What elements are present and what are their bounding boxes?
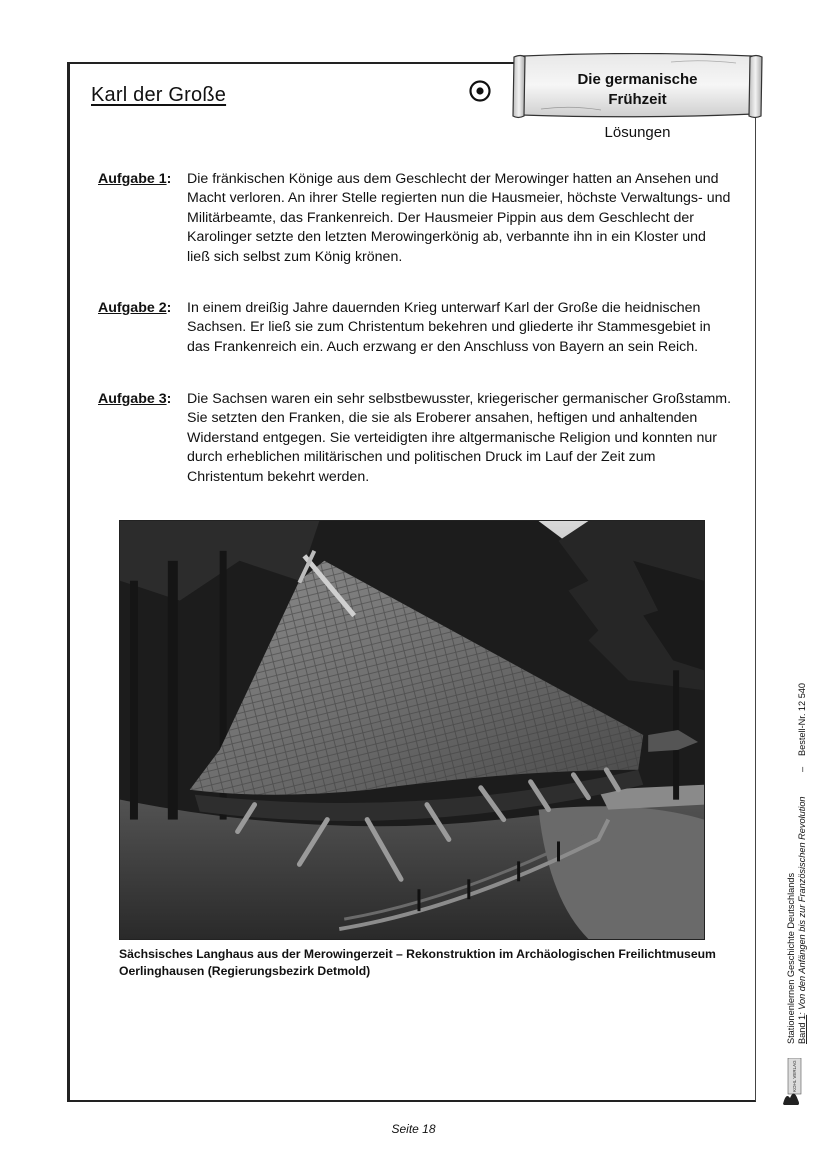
task-label-text: Aufgabe 1 xyxy=(98,171,167,187)
separator: – xyxy=(797,766,807,772)
page-number: Seite 18 xyxy=(391,1122,436,1136)
target-icon xyxy=(469,80,491,102)
photo-caption: Sächsisches Langhaus aus der Merowingerzeit – Rekonstruktion im Archäologischen Freilichtmuseum Oerlinghausen (Regierungsbezirk Detmold) xyxy=(119,947,716,978)
task-label-text: Aufgabe 2 xyxy=(98,300,167,316)
task-answer: In einem dreißig Jahre dauernden Krieg unterwarf Karl der Große die heidnischen Sachsen. Er ließ sie zum Christentum bekehren und gliederte ihr Stammesgebiet in das Frankenreich ein. Auch erzwang er den Anschluss von Bayern an sein Reich. xyxy=(187,300,711,355)
section-title: Die germanische Frühzeit xyxy=(577,71,698,108)
task-label: Aufgabe 1: xyxy=(98,171,172,187)
publisher-logo-text: KOHL VERLAG xyxy=(792,1060,797,1092)
band-title: : Von den Anfängen bis zur Französischen Revolution xyxy=(797,796,807,1015)
band-label: Band 1 xyxy=(797,1014,807,1044)
page-title: Karl der Große xyxy=(91,84,227,106)
series-title: Stationenlernen Geschichte Deutschlands xyxy=(786,872,796,1044)
publisher-logo xyxy=(780,1058,802,1106)
solutions-label: Lösungen xyxy=(604,124,671,141)
svg-text:Band 1: Von den Anfängen bis z xyxy=(797,796,807,1044)
longhouse-photo xyxy=(119,520,705,940)
task-label-text: Aufgabe 3 xyxy=(98,391,167,407)
task-label: Aufgabe 2: xyxy=(98,300,172,316)
task-label: Aufgabe 3: xyxy=(98,391,172,407)
sidebar-publication-info xyxy=(780,652,820,1052)
task-answer: Die fränkischen Könige aus dem Geschlecht der Merowinger hatten an Ansehen und Macht verloren. An ihrer Stelle regierten nun die Hausmeier, höchste Verwaltungs- und Militärbeamte, das Frankenreich. Der Hausmeier Pippin aus dem Geschlecht der Karolinger setzte den letzten Merowingerkönig ab, verbannte ihn in ein Kloster und ließ sich selbst zum König krönen. xyxy=(187,171,731,265)
task-answer: Die Sachsen waren ein sehr selbstbewusster, kriegerischer germanischer Großstamm. Sie setzten den Franken, die sie als Eroberer ansahen, heftigen und anhaltenden Widerstand entgegen. Sie verteidigten ihre altgermanische Religion und konnten nur durch erheblichen militärischen und politischen Druck im Lauf der Zeit zum Christentum bekehrt werden. xyxy=(187,391,732,485)
order-number: Bestell-Nr. 12 540 xyxy=(797,682,807,756)
